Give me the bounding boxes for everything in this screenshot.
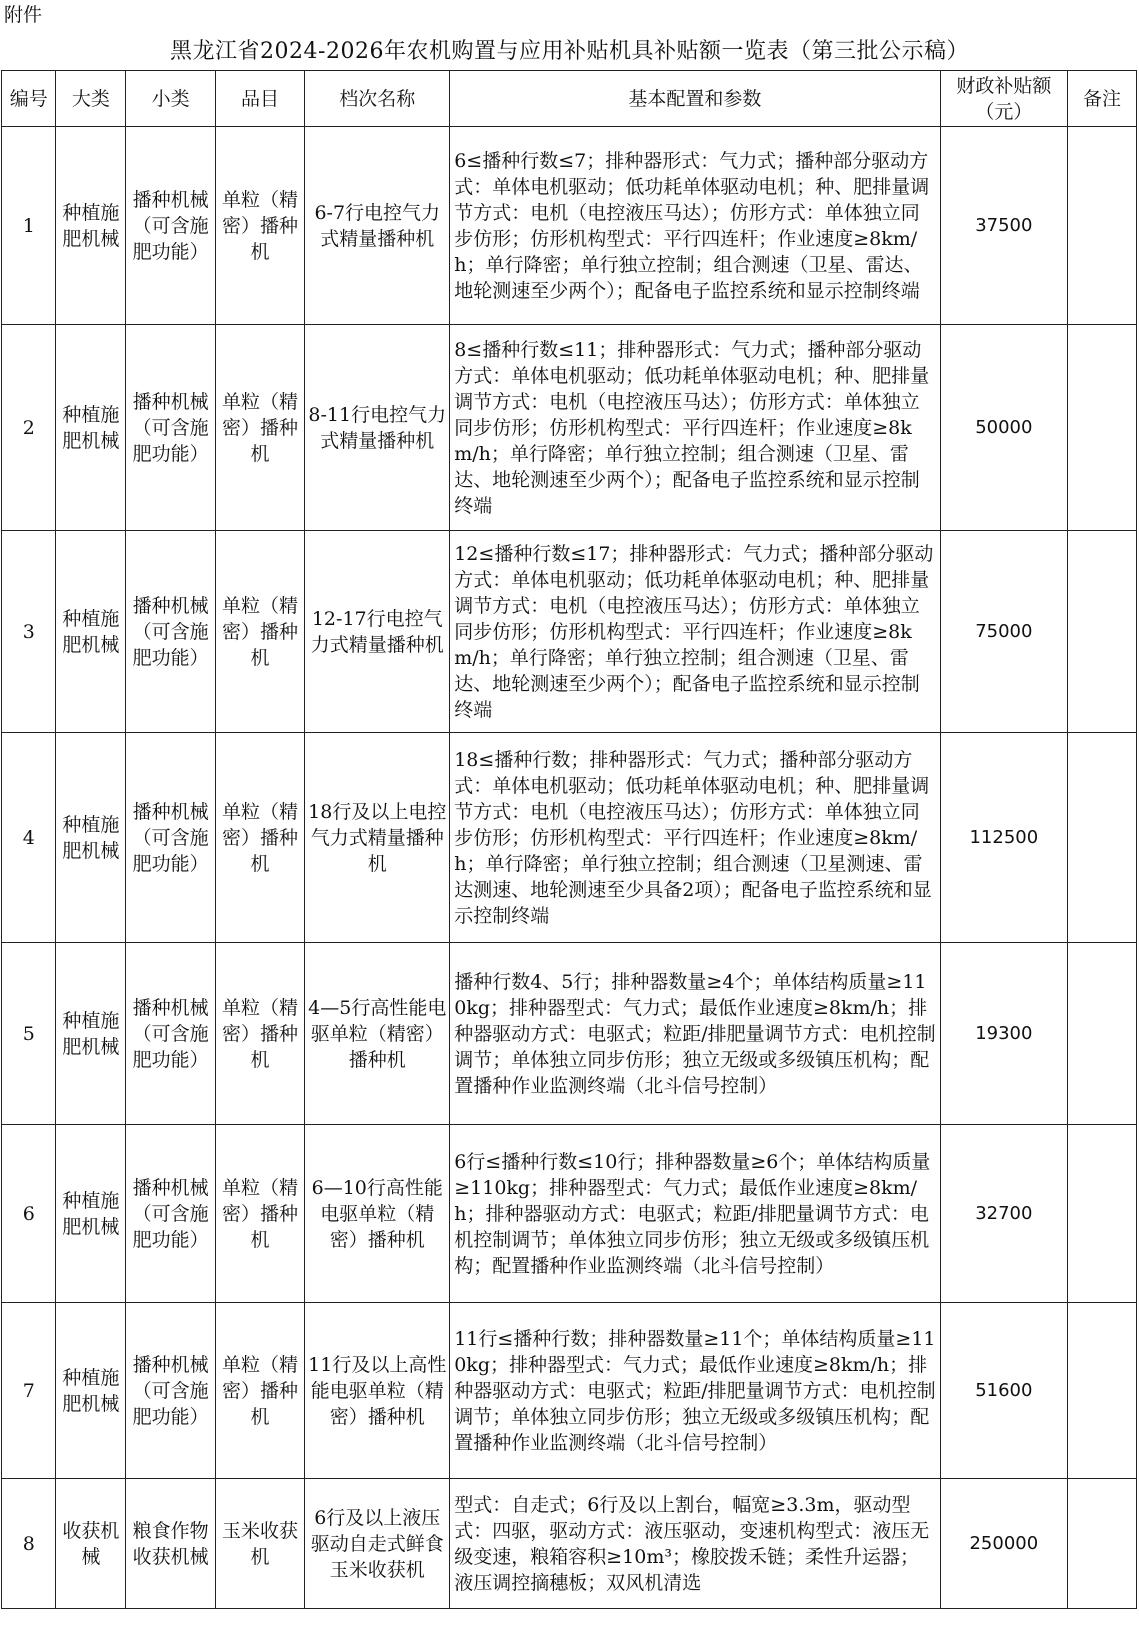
cell-subcategory: 播种机械（可含施肥功能）	[126, 325, 215, 531]
cell-no: 7	[2, 1303, 56, 1479]
table-row	[2, 733, 1137, 943]
cell-grade: 18行及以上电控气力式精量播种机	[305, 733, 450, 943]
cell-subsidy: 51600	[940, 1303, 1067, 1479]
header-item: 品目	[215, 71, 304, 127]
header-subcategory: 小类	[126, 71, 215, 127]
header-row	[2, 71, 1137, 127]
cell-remark	[1068, 325, 1137, 531]
table-row	[2, 127, 1137, 325]
cell-category: 种植施肥机械	[56, 531, 126, 733]
cell-no: 6	[2, 1125, 56, 1303]
cell-category: 种植施肥机械	[56, 1125, 126, 1303]
cell-item: 单粒（精密）播种机	[215, 943, 304, 1125]
cell-no: 2	[2, 325, 56, 531]
header-category: 大类	[56, 71, 126, 127]
cell-spec: 6≤播种行数≤7；排种器形式：气力式；播种部分驱动方式：单体电机驱动；低功耗单体驱动电机；种、肥排量调节方式：电机（电控液压马达）；仿形方式：单体独立同步仿形；仿形机构型式：平行四连杆；作业速度≥8km/h；单行降密；单行独立控制；组合测速（卫星、雷达、地轮测速至少两个）；配备电子监控系统和显示控制终端	[450, 127, 940, 325]
table-row	[2, 1125, 1137, 1303]
cell-remark	[1068, 1303, 1137, 1479]
cell-grade: 11行及以上高性能电驱单粒（精密）播种机	[305, 1303, 450, 1479]
cell-item: 单粒（精密）播种机	[215, 325, 304, 531]
table-row	[2, 531, 1137, 733]
cell-subcategory: 粮食作物收获机械	[126, 1479, 215, 1609]
cell-remark	[1068, 531, 1137, 733]
header-grade: 档次名称	[305, 71, 450, 127]
cell-spec: 12≤播种行数≤17；排种器形式：气力式；播种部分驱动方式：单体电机驱动；低功耗单体驱动电机；种、肥排量调节方式：电机（电控液压马达）；仿形方式：单体独立同步仿形；仿形机构型式：平行四连杆；作业速度≥8km/h；单行降密；单行独立控制；组合测速（卫星、雷达、地轮测速至少两个）；配备电子监控系统和显示控制终端	[450, 531, 940, 733]
cell-grade: 6行及以上液压驱动自走式鲜食玉米收获机	[305, 1479, 450, 1609]
cell-subsidy: 75000	[940, 531, 1067, 733]
cell-item: 单粒（精密）播种机	[215, 1125, 304, 1303]
cell-category: 种植施肥机械	[56, 1303, 126, 1479]
cell-category: 收获机械	[56, 1479, 126, 1609]
cell-subsidy: 250000	[940, 1479, 1067, 1609]
cell-grade: 6-7行电控气力式精量播种机	[305, 127, 450, 325]
cell-no: 1	[2, 127, 56, 325]
cell-remark	[1068, 733, 1137, 943]
cell-grade: 12-17行电控气力式精量播种机	[305, 531, 450, 733]
cell-no: 8	[2, 1479, 56, 1609]
cell-spec: 播种行数4、5行；排种器数量≥4个；单体结构质量≥110kg；排种器型式：气力式；最低作业速度≥8km/h；排种器驱动方式：电驱式；粒距/排肥量调节方式：电机控制调节；单体独立同步仿形；独立无级或多级镇压机构；配置播种作业监测终端（北斗信号控制）	[450, 943, 940, 1125]
cell-spec: 18≤播种行数；排种器形式：气力式；播种部分驱动方式：单体电机驱动；低功耗单体驱动电机；种、肥排量调节方式：电机（电控液压马达）；仿形方式：单体独立同步仿形；仿形机构型式：平行四连杆；作业速度≥8km/h；单行降密；单行独立控制；组合测速（卫星测速、雷达测速、地轮测速至少具备2项）；配备电子监控系统和显示控制终端	[450, 733, 940, 943]
cell-item: 单粒（精密）播种机	[215, 531, 304, 733]
cell-item: 单粒（精密）播种机	[215, 127, 304, 325]
cell-remark	[1068, 1125, 1137, 1303]
cell-subsidy: 32700	[940, 1125, 1067, 1303]
cell-remark	[1068, 1479, 1137, 1609]
cell-no: 5	[2, 943, 56, 1125]
cell-spec: 型式：自走式；6行及以上割台，幅宽≥3.3m，驱动型式：四驱，驱动方式：液压驱动，变速机构型式：液压无级变速，粮箱容积≥10m³；橡胶拨禾链；柔性升运器；液压调控摘穗板；双风机清选	[450, 1479, 940, 1609]
cell-subcategory: 播种机械（可含施肥功能）	[126, 733, 215, 943]
cell-category: 种植施肥机械	[56, 943, 126, 1125]
cell-category: 种植施肥机械	[56, 127, 126, 325]
cell-grade: 8-11行电控气力式精量播种机	[305, 325, 450, 531]
cell-spec: 6行≤播种行数≤10行；排种器数量≥6个；单体结构质量≥110kg；排种器型式：气力式；最低作业速度≥8km/h；排种器驱动方式：电驱式；粒距/排肥量调节方式：电机控制调节；单体独立同步仿形；独立无级或多级镇压机构；配置播种作业监测终端（北斗信号控制）	[450, 1125, 940, 1303]
cell-category: 种植施肥机械	[56, 325, 126, 531]
header-no: 编号	[2, 71, 56, 127]
cell-subcategory: 播种机械（可含施肥功能）	[126, 1125, 215, 1303]
cell-remark	[1068, 943, 1137, 1125]
header-spec: 基本配置和参数	[450, 71, 940, 127]
cell-subcategory: 播种机械（可含施肥功能）	[126, 127, 215, 325]
cell-subcategory: 播种机械（可含施肥功能）	[126, 531, 215, 733]
cell-spec: 8≤播种行数≤11；排种器形式：气力式；播种部分驱动方式：单体电机驱动；低功耗单体驱动电机；种、肥排量调节方式：电机（电控液压马达）；仿形方式：单体独立同步仿形；仿形机构型式：平行四连杆；作业速度≥8km/h；单行降密；单行独立控制；组合测速（卫星、雷达、地轮测速至少两个）；配备电子监控系统和显示控制终端	[450, 325, 940, 531]
table-row	[2, 325, 1137, 531]
attachment-label: 附件	[4, 4, 43, 26]
cell-subsidy: 37500	[940, 127, 1067, 325]
cell-item: 单粒（精密）播种机	[215, 733, 304, 943]
cell-grade: 4—5行高性能电驱单粒（精密）播种机	[305, 943, 450, 1125]
table-row	[2, 943, 1137, 1125]
table-row	[2, 1303, 1137, 1479]
cell-item: 玉米收获机	[215, 1479, 304, 1609]
cell-no: 3	[2, 531, 56, 733]
page-title: 黑龙江省2024-2026年农机购置与应用补贴机具补贴额一览表（第三批公示稿）	[170, 39, 969, 64]
cell-item: 单粒（精密）播种机	[215, 1303, 304, 1479]
cell-subsidy: 50000	[940, 325, 1067, 531]
cell-remark	[1068, 127, 1137, 325]
header-subsidy: 财政补贴额（元）	[940, 71, 1067, 127]
subsidy-table	[1, 70, 1137, 1609]
cell-subcategory: 播种机械（可含施肥功能）	[126, 1303, 215, 1479]
cell-subsidy: 19300	[940, 943, 1067, 1125]
header-remark: 备注	[1068, 71, 1137, 127]
cell-spec: 11行≤播种行数；排种器数量≥11个；单体结构质量≥110kg；排种器型式：气力式；最低作业速度≥8km/h；排种器驱动方式：电驱式；粒距/排肥量调节方式：电机控制调节；单体独立同步仿形；独立无级或多级镇压机构；配置播种作业监测终端（北斗信号控制）	[450, 1303, 940, 1479]
table-row	[2, 1479, 1137, 1609]
cell-grade: 6—10行高性能电驱单粒（精密）播种机	[305, 1125, 450, 1303]
cell-no: 4	[2, 733, 56, 943]
cell-subcategory: 播种机械（可含施肥功能）	[126, 943, 215, 1125]
cell-category: 种植施肥机械	[56, 733, 126, 943]
cell-subsidy: 112500	[940, 733, 1067, 943]
